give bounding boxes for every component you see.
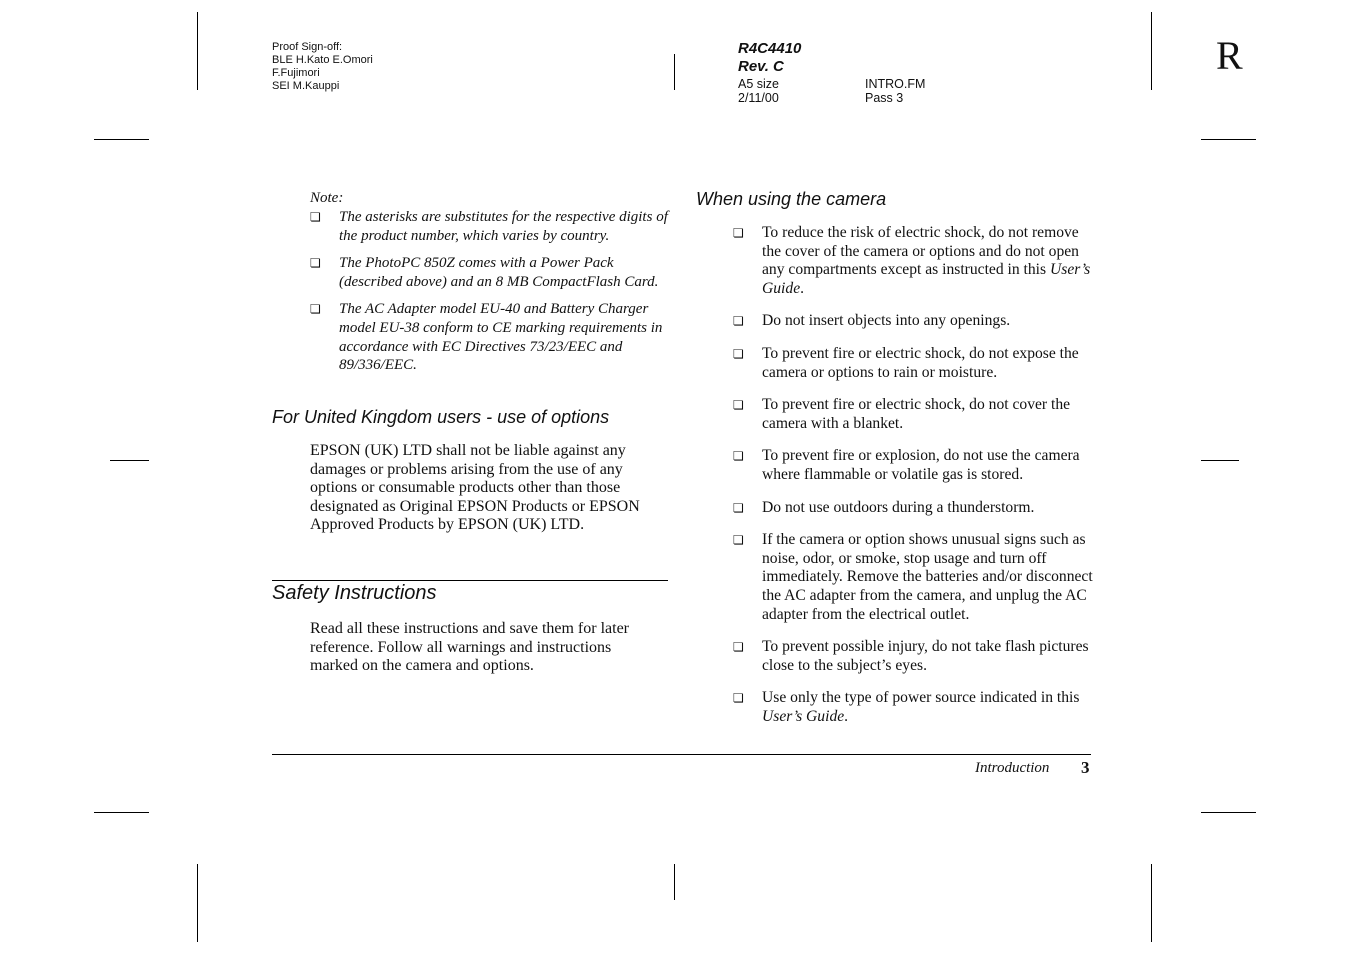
- crop-mark: [94, 812, 149, 813]
- checkbox-bullet-icon: ❏: [733, 226, 744, 240]
- note-text: The asterisks are substitutes for the respective digits of the product number, which varies by country.: [339, 209, 668, 244]
- list-item-text: Do not insert objects into any openings.: [762, 312, 1011, 330]
- list-item-text: To prevent possible injury, do not take flash pictures close to the subject’s eyes.: [762, 638, 1089, 674]
- note-text: The PhotoPC 850Z comes with a Power Pack (described above) and an 8 MB CompactFlash Card.: [339, 255, 659, 290]
- doc-rev: Rev. C: [738, 58, 784, 75]
- note-item: [310, 208, 672, 245]
- proof-line: Proof Sign-off:: [272, 41, 343, 53]
- doc-code: R4C4410: [738, 40, 802, 57]
- list-item: [733, 224, 1095, 298]
- list-item: [733, 689, 1095, 726]
- crop-mark: [1201, 812, 1256, 813]
- crop-mark: [197, 12, 198, 90]
- crop-mark: [1151, 864, 1152, 942]
- crop-mark: [1151, 12, 1152, 90]
- safety-paragraph: Read all these instructions and save them for later reference. Follow all warnings and instructions marked on the camera and options.: [310, 620, 630, 675]
- checkbox-bullet-icon: ❏: [310, 210, 321, 224]
- list-item: [733, 531, 1095, 624]
- footer-rule: [272, 754, 1091, 755]
- doc-pass: Pass 3: [865, 91, 904, 105]
- checkbox-bullet-icon: ❏: [733, 691, 744, 706]
- side-mark: R: [1216, 33, 1243, 78]
- list-item-text: To prevent fire or explosion, do not use the camera where flammable or volatile gas is stored.: [762, 447, 1080, 483]
- note-label: Note:: [310, 190, 344, 206]
- list-item-text: Use only the type of power source indicated in this User’s Guide.: [762, 689, 1080, 725]
- camera-heading: When using the camera: [696, 189, 887, 209]
- crop-mark: [94, 139, 149, 140]
- page-number: 3: [1081, 758, 1090, 777]
- list-item-text: To reduce the risk of electric shock, do not remove the cover of the camera or options and do not open any compartments except as instructed in this User’s Guide.: [762, 224, 1091, 297]
- list-item: [733, 638, 1095, 675]
- list-item-text: To prevent fire or electric shock, do not expose the camera or options to rain or moisture.: [762, 344, 1079, 381]
- proof-line: F.Fujimori: [272, 67, 320, 79]
- list-item: [733, 396, 1095, 433]
- footer-section: Introduction: [975, 760, 1050, 776]
- proof-line: SEI M.Kauppi: [272, 80, 340, 92]
- uk-heading: For United Kingdom users - use of options: [272, 407, 610, 427]
- note-item: [310, 254, 672, 291]
- list-item: [733, 312, 1095, 331]
- proof-signoff: [272, 41, 373, 93]
- doc-size: A5 size: [738, 77, 779, 91]
- list-item-text: If the camera or option shows unusual signs such as noise, odor, or smoke, stop usage and turn off immediately. Remove the batteries and/or disconnect the AC adapter from the camera, and unplug the AC adapter from the electrical outlet.: [762, 531, 1093, 623]
- crop-mark: [1201, 460, 1239, 461]
- safety-heading: Safety Instructions: [272, 582, 437, 604]
- note-text: The AC Adapter model EU-40 and Battery Charger model EU-38 conform to CE marking requirements in accordance with EC Directives 73/23/EEC and 89/336/EEC.: [339, 301, 663, 374]
- crop-mark: [197, 864, 198, 942]
- list-item: [733, 499, 1095, 518]
- doc-id: [738, 40, 801, 76]
- note-item: [310, 300, 672, 374]
- checkbox-bullet-icon: ❏: [733, 398, 744, 413]
- crop-mark: [674, 54, 675, 90]
- doc-date: 2/11/00: [738, 91, 779, 105]
- uk-paragraph: EPSON (UK) LTD shall not be liable against any damages or problems arising from the use of any options or consumable products other than those designated as Original EPSON Products or EPSON Approved Products by EPSON (UK) LTD.: [310, 442, 640, 534]
- checkbox-bullet-icon: ❏: [733, 314, 744, 329]
- list-item: [733, 345, 1095, 382]
- list-item-text: To prevent fire or electric shock, do not cover the camera with a blanket.: [762, 396, 1071, 432]
- checkbox-bullet-icon: ❏: [310, 256, 321, 271]
- camera-safety-list: [733, 224, 1095, 740]
- checkbox-bullet-icon: ❏: [733, 346, 744, 361]
- crop-mark: [674, 864, 675, 900]
- checkbox-bullet-icon: ❏: [733, 640, 744, 655]
- checkbox-bullet-icon: ❏: [733, 449, 744, 464]
- crop-mark: [1201, 139, 1256, 140]
- crop-mark: [110, 460, 149, 461]
- checkbox-bullet-icon: ❏: [733, 533, 744, 548]
- list-item: [733, 447, 1095, 484]
- checkbox-bullet-icon: ❏: [310, 302, 321, 317]
- proof-line: BLE H.Kato E.Omori: [272, 54, 373, 66]
- note-list: [310, 208, 672, 384]
- checkbox-bullet-icon: ❏: [733, 500, 744, 515]
- doc-file: INTRO.FM: [865, 77, 926, 91]
- list-item-text: Do not use outdoors during a thunderstorm.: [762, 498, 1035, 516]
